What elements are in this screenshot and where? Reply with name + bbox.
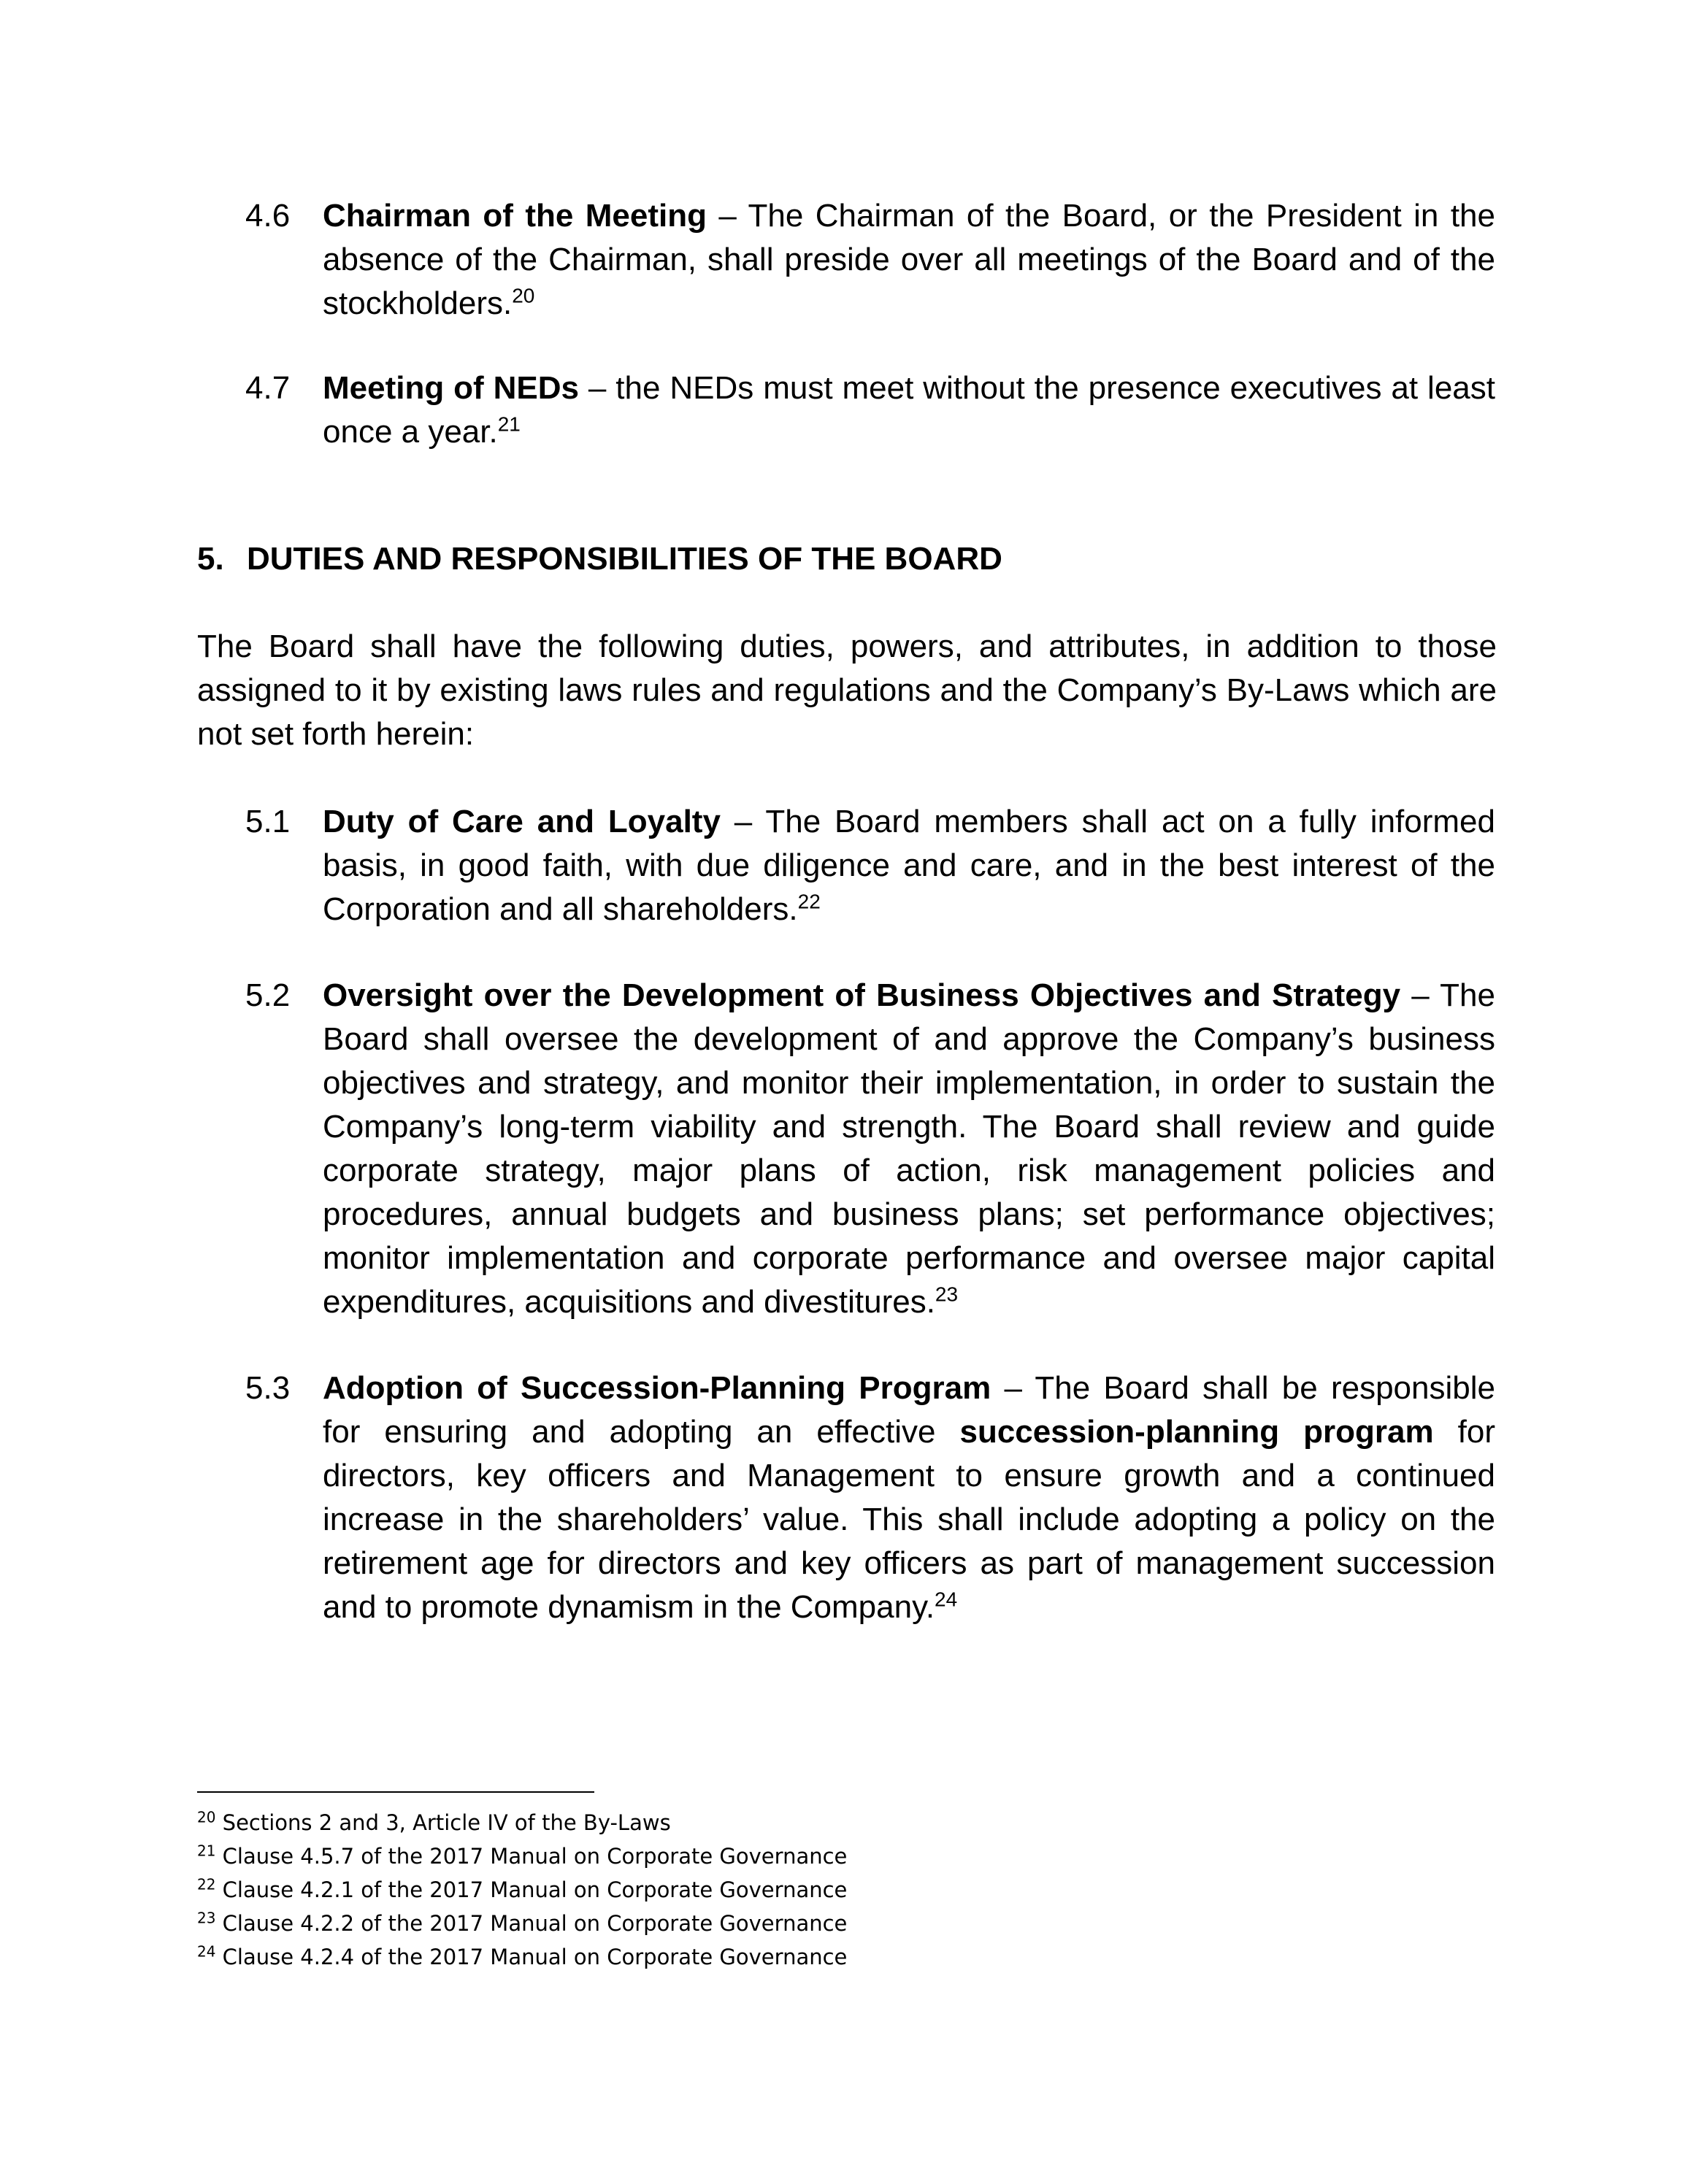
footnote-text: Clause 4.5.7 of the 2017 Manual on Corporate Governance bbox=[215, 1844, 848, 1869]
clause-number: 4.6 bbox=[245, 198, 291, 234]
clause-4-6 bbox=[245, 194, 1495, 326]
clause-body bbox=[323, 800, 1495, 931]
footnote bbox=[197, 1873, 1365, 1907]
clause-text-continued: for directors, key officers and Management to ensure growth and a continued increase in the shareholders’ value. This shall include adopting a policy on the retirement age for directors and key officers as part of management succession and to promote dynamism in the Company. bbox=[323, 1414, 1495, 1625]
clause-emphasis: succession-planning program bbox=[959, 1414, 1434, 1450]
clause-title: Duty of Care and Loyalty bbox=[323, 804, 721, 839]
clause-number: 4.7 bbox=[245, 370, 291, 406]
footnote-text: Clause 4.2.4 of the 2017 Manual on Corporate Governance bbox=[215, 1945, 848, 1969]
footnote-number: 24 bbox=[197, 1942, 216, 1961]
clause-5-1 bbox=[245, 800, 1495, 931]
clause-body bbox=[323, 974, 1495, 1324]
footnote-ref: 24 bbox=[935, 1588, 958, 1611]
clause-5-3 bbox=[245, 1366, 1495, 1629]
footnotes bbox=[197, 1806, 1365, 1974]
clause-text: – The Board members shall act on a fully informed basis, in good faith, with due diligence and care, and in the best interest of the Corporation and all shareholders. bbox=[323, 804, 1495, 927]
clause-body bbox=[323, 1366, 1495, 1629]
section-heading bbox=[197, 537, 1497, 581]
section-title: DUTIES AND RESPONSIBILITIES OF THE BOARD bbox=[247, 541, 1002, 577]
footnote bbox=[197, 1940, 1365, 1974]
footnote-number: 21 bbox=[197, 1842, 216, 1860]
footnote-ref: 23 bbox=[935, 1283, 959, 1306]
clause-text: – the NEDs must meet without the presence executives at least once a year. bbox=[323, 370, 1495, 450]
clause-title: Adoption of Succession-Planning Program bbox=[323, 1370, 991, 1406]
clause-text: – The Chairman of the Board, or the President in the absence of the Chairman, shall preside over all meetings of the Board and of the stockholders. bbox=[323, 198, 1495, 321]
footnote-separator bbox=[197, 1791, 594, 1793]
clause-number: 5.3 bbox=[245, 1370, 291, 1406]
section-number: 5. bbox=[197, 541, 224, 577]
footnote-number: 20 bbox=[197, 1808, 216, 1826]
footnote-ref: 20 bbox=[512, 284, 535, 307]
clause-number: 5.2 bbox=[245, 977, 291, 1013]
clause-text: – The Board shall oversee the development of and approve the Company’s business objectives and strategy, and monitor their implementation, in order to sustain the Company’s long-term viability and strength. The Board shall review and guide corporate strategy, major plans of action, risk management policies and procedures, annual budgets and business plans; set performance objectives; monitor implementation and corporate performance and oversee major capital expenditures, acquisitions and divestitures. bbox=[323, 977, 1495, 1320]
footnote bbox=[197, 1839, 1365, 1873]
footnote-text: Clause 4.2.2 of the 2017 Manual on Corporate Governance bbox=[215, 1911, 848, 1936]
footnote-ref: 22 bbox=[797, 890, 821, 913]
clause-body bbox=[323, 194, 1495, 326]
footnote-text: Sections 2 and 3, Article IV of the By-Laws bbox=[215, 1810, 671, 1835]
footnote-ref: 21 bbox=[497, 412, 521, 436]
clause-title: Meeting of NEDs bbox=[323, 370, 579, 406]
clause-text: – The Board shall be responsible for ensuring and adopting an effective bbox=[323, 1370, 1495, 1450]
clause-number: 5.1 bbox=[245, 804, 291, 839]
clause-5-2 bbox=[245, 974, 1495, 1324]
section-intro-paragraph: The Board shall have the following duties, powers, and attributes, in addition to those assigned to it by existing laws rules and regulations and the Company’s By-Laws which are not set forth herein: bbox=[197, 628, 1497, 752]
footnote bbox=[197, 1806, 1365, 1839]
clause-4-7 bbox=[245, 366, 1495, 454]
footnote-number: 22 bbox=[197, 1875, 216, 1893]
footnote bbox=[197, 1907, 1365, 1940]
footnote-number: 23 bbox=[197, 1909, 216, 1927]
footnote-text: Clause 4.2.1 of the 2017 Manual on Corporate Governance bbox=[215, 1877, 848, 1902]
clause-title: Chairman of the Meeting bbox=[323, 198, 707, 234]
clause-title: Oversight over the Development of Business Objectives and Strategy bbox=[323, 977, 1401, 1013]
clause-body bbox=[323, 366, 1495, 454]
